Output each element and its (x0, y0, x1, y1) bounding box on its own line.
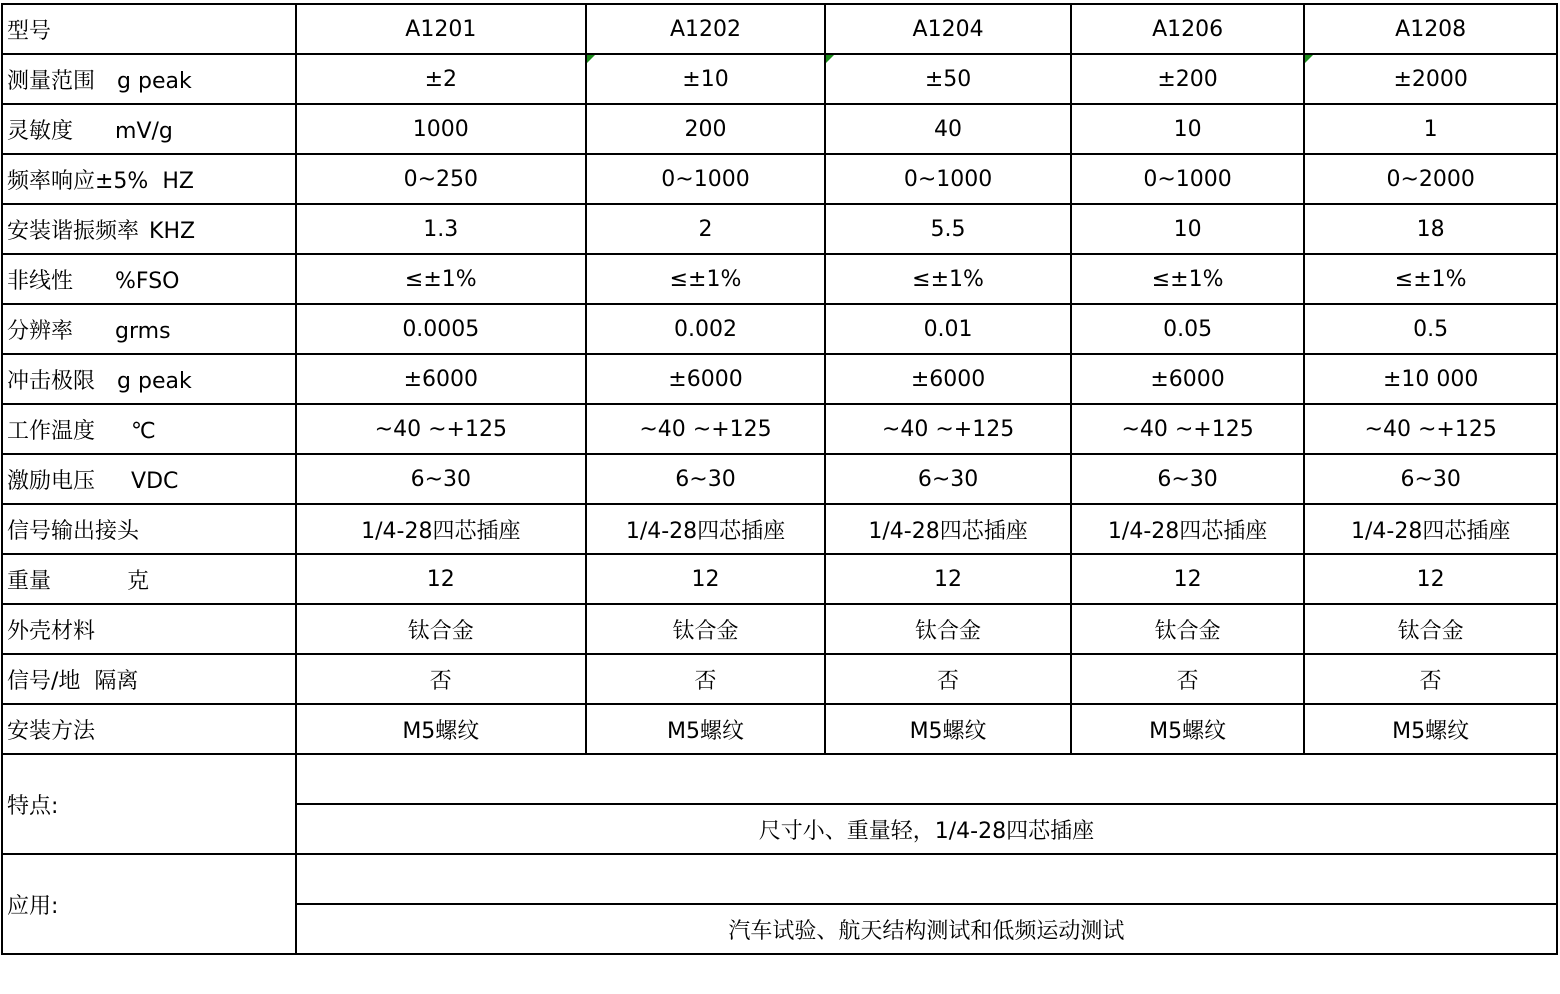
value-cell: ±200 (1071, 54, 1305, 104)
value-cell: 12 (1304, 554, 1557, 604)
value-cell: 12 (825, 554, 1071, 604)
value-cell: 1.3 (296, 204, 586, 254)
features-label: 特点: (2, 754, 296, 854)
value-cell: 12 (586, 554, 826, 604)
header-row (2, 4, 1557, 54)
value-cell: 钛合金 (1304, 604, 1557, 654)
row-label-unit: 克 (127, 568, 150, 594)
row-label-name: 安装方法 (7, 718, 96, 744)
row-label-name: 重量 (7, 568, 52, 594)
value-cell: M5螺纹 (296, 704, 586, 754)
value-cell: ±6000 (825, 354, 1071, 404)
row-label-name: 外壳材料 (7, 618, 96, 644)
row-label (2, 204, 296, 254)
row-label (2, 504, 296, 554)
row-label-unit: g peak (117, 68, 192, 94)
value-cell: 钛合金 (1071, 604, 1305, 654)
applications-empty-cell (296, 854, 1557, 904)
features-empty-cell (296, 754, 1557, 804)
data-rows (2, 54, 1557, 754)
value-cell: 200 (586, 104, 826, 154)
applications-text: 汽车试验、航天结构测试和低频运动测试 (296, 904, 1557, 954)
value-cell: 10 (1071, 104, 1305, 154)
value-cell: 否 (1071, 654, 1305, 704)
value-cell: ~40 ~+125 (586, 404, 826, 454)
value-cell: M5螺纹 (1304, 704, 1557, 754)
value-cell: M5螺纹 (586, 704, 826, 754)
value-cell: ~40 ~+125 (1071, 404, 1305, 454)
value-cell: 否 (296, 654, 586, 704)
row-label (2, 604, 296, 654)
row-label (2, 104, 296, 154)
spec-row (2, 654, 1557, 704)
value-cell: ~40 ~+125 (296, 404, 586, 454)
row-label-unit: mV/g (115, 118, 173, 144)
row-label (2, 404, 296, 454)
row-label-name: 信号/地 (7, 668, 81, 694)
value-cell: ±2 (296, 54, 586, 104)
value-cell: ≤±1% (586, 254, 826, 304)
comment-indicator-icon (826, 55, 834, 63)
value-cell: 0.5 (1304, 304, 1557, 354)
value-cell: M5螺纹 (825, 704, 1071, 754)
value-cell: 5.5 (825, 204, 1071, 254)
row-label-unit: HZ (162, 168, 194, 194)
row-label-name: 安装谐振频率 (7, 218, 140, 244)
row-label-name: 频率响应±5% (7, 168, 149, 194)
row-label (2, 154, 296, 204)
value-cell: 1/4-28四芯插座 (1071, 504, 1305, 554)
value-cell: 12 (296, 554, 586, 604)
row-label (2, 304, 296, 354)
header-label: 型号 (2, 4, 296, 54)
value-cell: 钛合金 (825, 604, 1071, 654)
row-label (2, 254, 296, 304)
row-label-unit: g peak (117, 368, 192, 394)
row-label (2, 554, 296, 604)
row-label-unit: 隔离 (94, 668, 139, 694)
spec-row (2, 454, 1557, 504)
value-cell: ≤±1% (296, 254, 586, 304)
value-cell: ±10 000 (1304, 354, 1557, 404)
value-cell: 0~250 (296, 154, 586, 204)
features-text: 尺寸小、重量轻，1/4-28四芯插座 (296, 804, 1557, 854)
row-label-name: 工作温度 (7, 418, 96, 444)
spec-row (2, 354, 1557, 404)
spec-row (2, 704, 1557, 754)
model-cell: A1208 (1304, 4, 1557, 54)
value-cell: ~40 ~+125 (825, 404, 1071, 454)
value-cell: ±2000 (1304, 54, 1557, 104)
value-cell: 18 (1304, 204, 1557, 254)
value-cell: 0.002 (586, 304, 826, 354)
row-label-name: 测量范围 (7, 68, 96, 94)
value-cell: 6~30 (586, 454, 826, 504)
spec-row (2, 204, 1557, 254)
spec-table (1, 3, 1558, 955)
value-cell: 10 (1071, 204, 1305, 254)
spec-row (2, 604, 1557, 654)
spec-row (2, 104, 1557, 154)
value-cell: 1/4-28四芯插座 (825, 504, 1071, 554)
value-cell: 0~1000 (1071, 154, 1305, 204)
row-label-name: 灵敏度 (7, 118, 74, 144)
value-cell: ±6000 (586, 354, 826, 404)
value-cell: 钛合金 (296, 604, 586, 654)
value-cell: 0~2000 (1304, 154, 1557, 204)
value-cell: 否 (586, 654, 826, 704)
spec-row (2, 154, 1557, 204)
value-cell: ≤±1% (1071, 254, 1305, 304)
value-cell: 1/4-28四芯插座 (296, 504, 586, 554)
value-cell: 6~30 (1304, 454, 1557, 504)
comment-indicator-icon (587, 55, 595, 63)
value-cell: 2 (586, 204, 826, 254)
value-cell: ±6000 (296, 354, 586, 404)
value-cell: 0.0005 (296, 304, 586, 354)
value-cell: 0~1000 (825, 154, 1071, 204)
row-label (2, 54, 296, 104)
row-label-name: 分辨率 (7, 318, 74, 344)
features-row-top (2, 754, 1557, 804)
row-label-unit: ℃ (131, 418, 156, 444)
row-label (2, 704, 296, 754)
model-cell: A1204 (825, 4, 1071, 54)
row-label (2, 354, 296, 404)
value-cell: 12 (1071, 554, 1305, 604)
model-cell: A1202 (586, 4, 826, 54)
value-cell: 1 (1304, 104, 1557, 154)
row-label-name: 非线性 (7, 268, 74, 294)
comment-indicator-icon (1305, 55, 1313, 63)
applications-label: 应用: (2, 854, 296, 954)
row-label (2, 654, 296, 704)
value-cell: 0.05 (1071, 304, 1305, 354)
applications-row-top (2, 854, 1557, 904)
value-cell: ±10 (586, 54, 826, 104)
value-cell: ±50 (825, 54, 1071, 104)
row-label-unit: %FSO (115, 268, 180, 294)
value-cell: 0~1000 (586, 154, 826, 204)
spec-row (2, 554, 1557, 604)
model-cell: A1206 (1071, 4, 1305, 54)
row-label-name: 激励电压 (7, 468, 96, 494)
row-label-unit: KHZ (149, 218, 196, 244)
spec-row (2, 254, 1557, 304)
value-cell: 6~30 (825, 454, 1071, 504)
value-cell: 1000 (296, 104, 586, 154)
value-cell: 否 (825, 654, 1071, 704)
value-cell: 钛合金 (586, 604, 826, 654)
value-cell: 1/4-28四芯插座 (586, 504, 826, 554)
value-cell: 1/4-28四芯插座 (1304, 504, 1557, 554)
value-cell: ±6000 (1071, 354, 1305, 404)
row-label-unit: VDC (131, 468, 179, 494)
value-cell: 6~30 (296, 454, 586, 504)
spec-row (2, 504, 1557, 554)
value-cell: 40 (825, 104, 1071, 154)
model-cell: A1201 (296, 4, 586, 54)
value-cell: ≤±1% (825, 254, 1071, 304)
spec-row (2, 304, 1557, 354)
value-cell: M5螺纹 (1071, 704, 1305, 754)
row-label-unit: grms (115, 318, 171, 344)
value-cell: ≤±1% (1304, 254, 1557, 304)
value-cell: 6~30 (1071, 454, 1305, 504)
value-cell: 0.01 (825, 304, 1071, 354)
row-label-name: 冲击极限 (7, 368, 96, 394)
value-cell: ~40 ~+125 (1304, 404, 1557, 454)
value-cell: 否 (1304, 654, 1557, 704)
row-label-name: 信号输出接头 (7, 518, 140, 544)
row-label (2, 454, 296, 504)
spec-row (2, 54, 1557, 104)
spec-row (2, 404, 1557, 454)
